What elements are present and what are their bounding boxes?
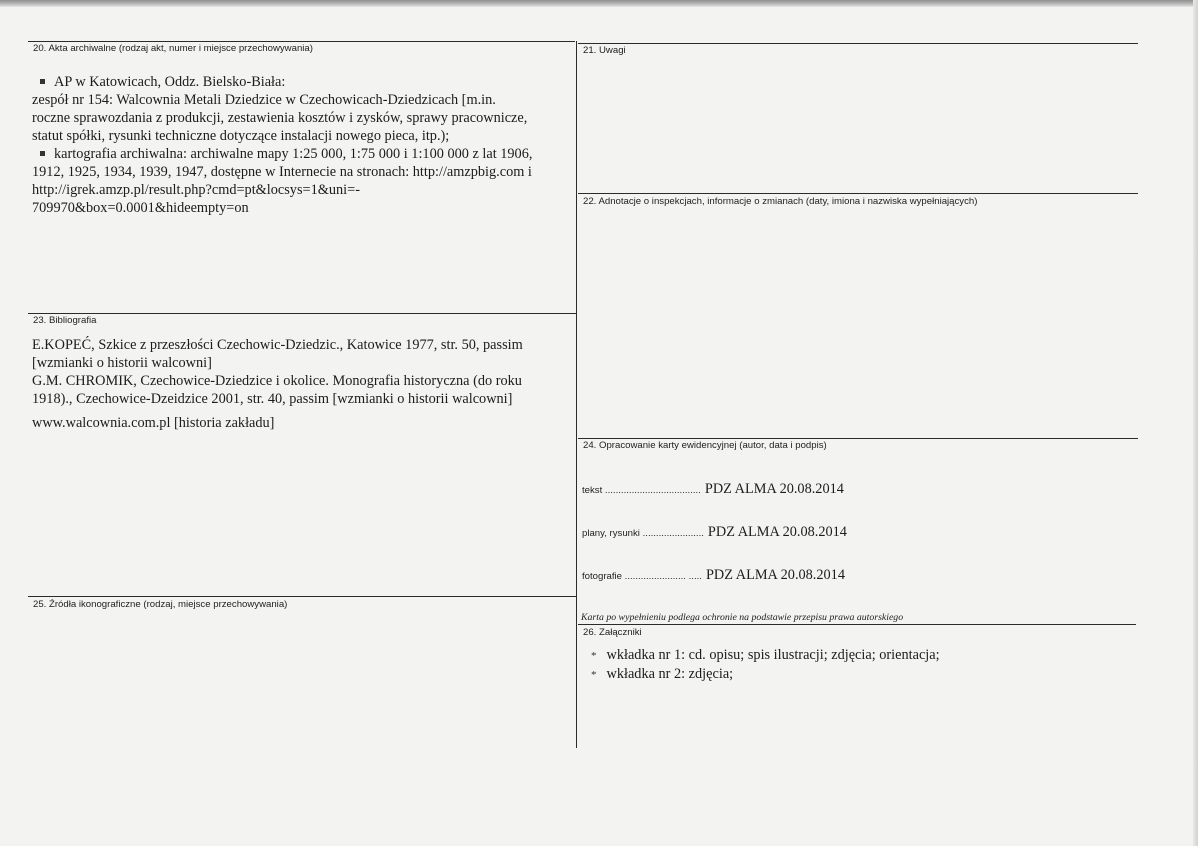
signature-label: plany, rysunki ....................... <box>582 528 704 539</box>
section-23-label: 23. Bibliografia <box>33 315 97 326</box>
section-26-content <box>586 646 940 684</box>
signature-row-photos <box>582 566 845 584</box>
column-divider <box>576 41 577 748</box>
signature-value: PDZ ALMA 20.08.2014 <box>705 567 845 583</box>
section-21-label: 21. Uwagi <box>583 45 626 56</box>
archive-bullet-1: AP w Katowicach, Oddz. Bielsko-Biała: <box>32 73 532 91</box>
signature-label: tekst .................................... <box>582 485 701 496</box>
archive-line: statut spółki, rysunki techniczne dotyczące instalacji nowego pieca, itp.); <box>32 128 450 144</box>
copyright-note: Karta po wypełnieniu podlega ochronie na podstawie przepisu prawa autorskiego <box>581 612 904 623</box>
archive-bullet-2: kartografia archiwalna: archiwalne mapy 1:25 000, 1:75 000 i 1:100 000 z lat 1906, <box>32 145 532 163</box>
section-24-label: 24. Opracowanie karty ewidencyjnej (autor, data i podpis) <box>583 440 827 451</box>
scan-right-edge <box>1193 0 1198 846</box>
signature-value: PDZ ALMA 20.08.2014 <box>704 481 844 497</box>
signature-row-text <box>582 480 844 498</box>
bibliography-web: www.walcownia.com.pl [historia zakładu] <box>32 415 275 431</box>
bibliography-entry: 1918)., Czechowice-Dzeidzice 2001, str. 40, passim [wzmianki o historii walcowni] <box>32 391 513 407</box>
bibliography-entry: G.M. CHROMIK, Czechowice-Dziedzice i okolice. Monografia historyczna (do roku <box>32 373 522 389</box>
archive-line: http://igrek.amzp.pl/result.php?cmd=pt&locsys=1&uni=- <box>32 182 360 198</box>
section-20-content <box>32 73 532 217</box>
rule-s23 <box>28 313 577 314</box>
bullet-icon <box>40 151 45 156</box>
scan-top-edge <box>0 0 1198 7</box>
section-26-label: 26. Załączniki <box>583 627 642 638</box>
section-22-label: 22. Adnotacje o inspekcjach, informacje o zmianach (daty, imiona i nazwiska wypełniających) <box>583 196 978 207</box>
attachment-item: * wkładka nr 2: zdjęcia; <box>591 666 734 682</box>
signature-value: PDZ ALMA 20.08.2014 <box>707 524 847 540</box>
rule-s26 <box>578 624 1136 625</box>
signature-label: fotografie ....................... ..... <box>582 571 702 582</box>
rule-top-right <box>578 43 1138 44</box>
section-20-label: 20. Akta archiwalne (rodzaj akt, numer i miejsce przechowywania) <box>33 43 313 54</box>
bibliography-entry: E.KOPEĆ, Szkice z przeszłości Czechowic-Dziedzic., Katowice 1977, str. 50, passim <box>32 337 523 353</box>
rule-s24 <box>578 438 1138 439</box>
asterisk-icon: * <box>591 650 597 662</box>
asterisk-icon: * <box>591 669 597 681</box>
archive-line: 1912, 1925, 1934, 1939, 1947, dostępne w Internecie na stronach: http://amzpbig.com i <box>32 164 532 180</box>
archive-line: 709970&box=0.0001&hideempty=on <box>32 200 249 216</box>
signature-row-plans <box>582 523 847 541</box>
archive-line: zespół nr 154: Walcownia Metali Dziedzice w Czechowicach-Dziedzicach [m.in. <box>32 92 496 108</box>
bibliography-entry: [wzmianki o historii walcowni] <box>32 355 212 371</box>
rule-s25 <box>28 596 577 597</box>
rule-top-left <box>28 41 575 42</box>
rule-s22 <box>578 193 1138 194</box>
section-23-content <box>32 336 523 432</box>
archive-line: roczne sprawozdania z produkcji, zestawienia kosztów i zysków, sprawy pracownicze, <box>32 110 528 126</box>
bullet-icon <box>40 79 45 84</box>
section-25-label: 25. Źródła ikonograficzne (rodzaj, miejsce przechowywania) <box>33 599 288 610</box>
attachment-item: * wkładka nr 1: cd. opisu; spis ilustracji; zdjęcia; orientacja; <box>591 647 940 663</box>
